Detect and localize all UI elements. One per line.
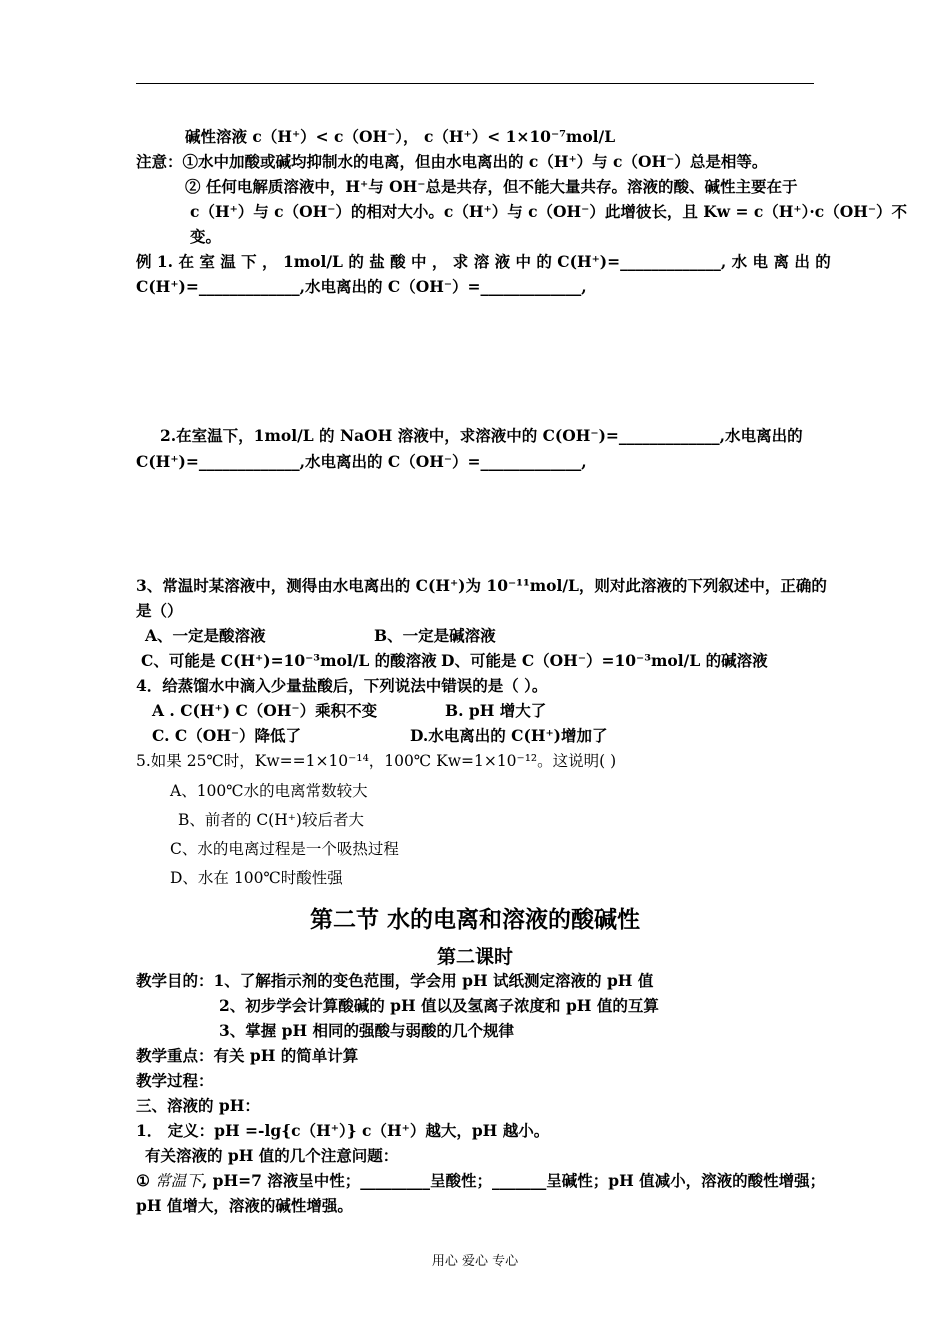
option-a: A、一定是酸溶液	[145, 626, 266, 645]
text-line: 3、掌握 pH 相同的强酸与弱酸的几个规律	[219, 1021, 515, 1040]
option-a: A、100℃水的电离常数较大	[170, 782, 368, 800]
text-line: c（H⁺）与 c（OH⁻）的相对大小。c（H⁺）与 c（OH⁻）此增彼长，且 Kw = c（H⁺）·c（OH⁻）不	[190, 202, 908, 221]
option-b: B、前者的 C(H⁺)较后者大	[178, 811, 364, 829]
example-2-line: 2.在室温下，1mol/L 的 NaOH 溶液中，求溶液中的 C(OH⁻)=_____________,水电离出的	[160, 426, 803, 445]
page-footer: 用心 爱心 专心	[431, 1254, 519, 1269]
text-line: 1． 定义：pH =-lg{c（H⁺）} c（H⁺）越大，pH 越小。	[136, 1121, 550, 1140]
text-line: 变。	[190, 227, 222, 246]
example-2-answer-line: C(H⁺)=_____________,水电离出的 C（OH⁻）=_____________,	[136, 452, 587, 471]
question-3-line: 3、常温时某溶液中，测得由水电离出的 C(H⁺)为 10⁻¹¹mol/L，则对此溶液的下列叙述中，正确的	[136, 576, 827, 595]
example-1-answer-line: C(H⁺)=_____________,水电离出的 C（OH⁻）=_____________,	[136, 277, 587, 296]
section-subtitle: 第二课时	[436, 946, 513, 968]
text-line: 碱性溶液 c（H⁺）< c（OH⁻）， c（H⁺）< 1×10⁻⁷mol/L	[185, 127, 616, 146]
section-title: 第二节 水的电离和溶液的酸碱性	[309, 906, 640, 933]
option-c: C、水的电离过程是一个吸热过程	[170, 840, 399, 858]
text-line	[136, 1171, 826, 1191]
question-3-line: 是（）	[136, 601, 183, 620]
example-1-line: 例 1. 在 室 温 下 ， 1mol/L 的 盐 酸 中 ， 求 溶 液 中 的 C(H⁺)=_____________, 水 电 离 出 的	[136, 252, 831, 271]
circled-number: ①	[136, 1171, 156, 1190]
text-line: 2、初步学会计算酸碱的 pH 值以及氢离子浓度和 pH 值的互算	[219, 996, 659, 1015]
option-b: B、一定是碱溶液	[374, 626, 496, 645]
option-b: B. pH 增大了	[445, 701, 547, 720]
question-5-line: 5.如果 25℃时，Kw==1×10⁻¹⁴，100℃ Kw=1×10⁻¹²。这说明( )	[136, 752, 617, 770]
question-4-line: 4．给蒸馏水中滴入少量盐酸后，下列说法中错误的是（ ）。	[136, 676, 548, 695]
option-d: D.水电离出的 C(H⁺)增加了	[410, 726, 608, 745]
text-line: 有关溶液的 pH 值的几个注意问题：	[145, 1146, 399, 1165]
italic-text: 常温下	[155, 1172, 202, 1190]
text-line: 注意：①水中加酸或碱均抑制水的电离，但由水电离出的 c（H⁺）与 c（OH⁻）总是相等。	[136, 152, 768, 171]
option-d: D、水在 100℃时酸性强	[170, 869, 343, 887]
text-line: 教学过程：	[136, 1071, 214, 1090]
text-line: 教学目的：1、了解指示剂的变色范围，学会用 pH 试纸测定溶液的 pH 值	[136, 971, 654, 990]
option-a: A . C(H⁺) C（OH⁻）乘积不变	[152, 701, 378, 720]
option-c: C、可能是 C(H⁺)=10⁻³mol/L 的酸溶液	[141, 651, 437, 670]
option-c: C. C（OH⁻）降低了	[152, 726, 302, 745]
header-rule	[136, 83, 814, 84]
text-line: 三、溶液的 pH：	[136, 1096, 260, 1115]
option-d: D、可能是 C（OH⁻）=10⁻³mol/L 的碱溶液	[441, 651, 768, 670]
text-span: , pH=7 溶液呈中性；_________呈酸性；_______呈碱性；pH 值减小，溶液的酸性增强；	[201, 1171, 826, 1190]
text-line: ② 任何电解质溶液中，H⁺与 OH⁻总是共存，但不能大量共存。溶液的酸、碱性主要在于	[185, 177, 798, 196]
text-line: 教学重点：有关 pH 的简单计算	[136, 1046, 359, 1065]
text-line: pH 值增大，溶液的碱性增强。	[136, 1196, 353, 1215]
